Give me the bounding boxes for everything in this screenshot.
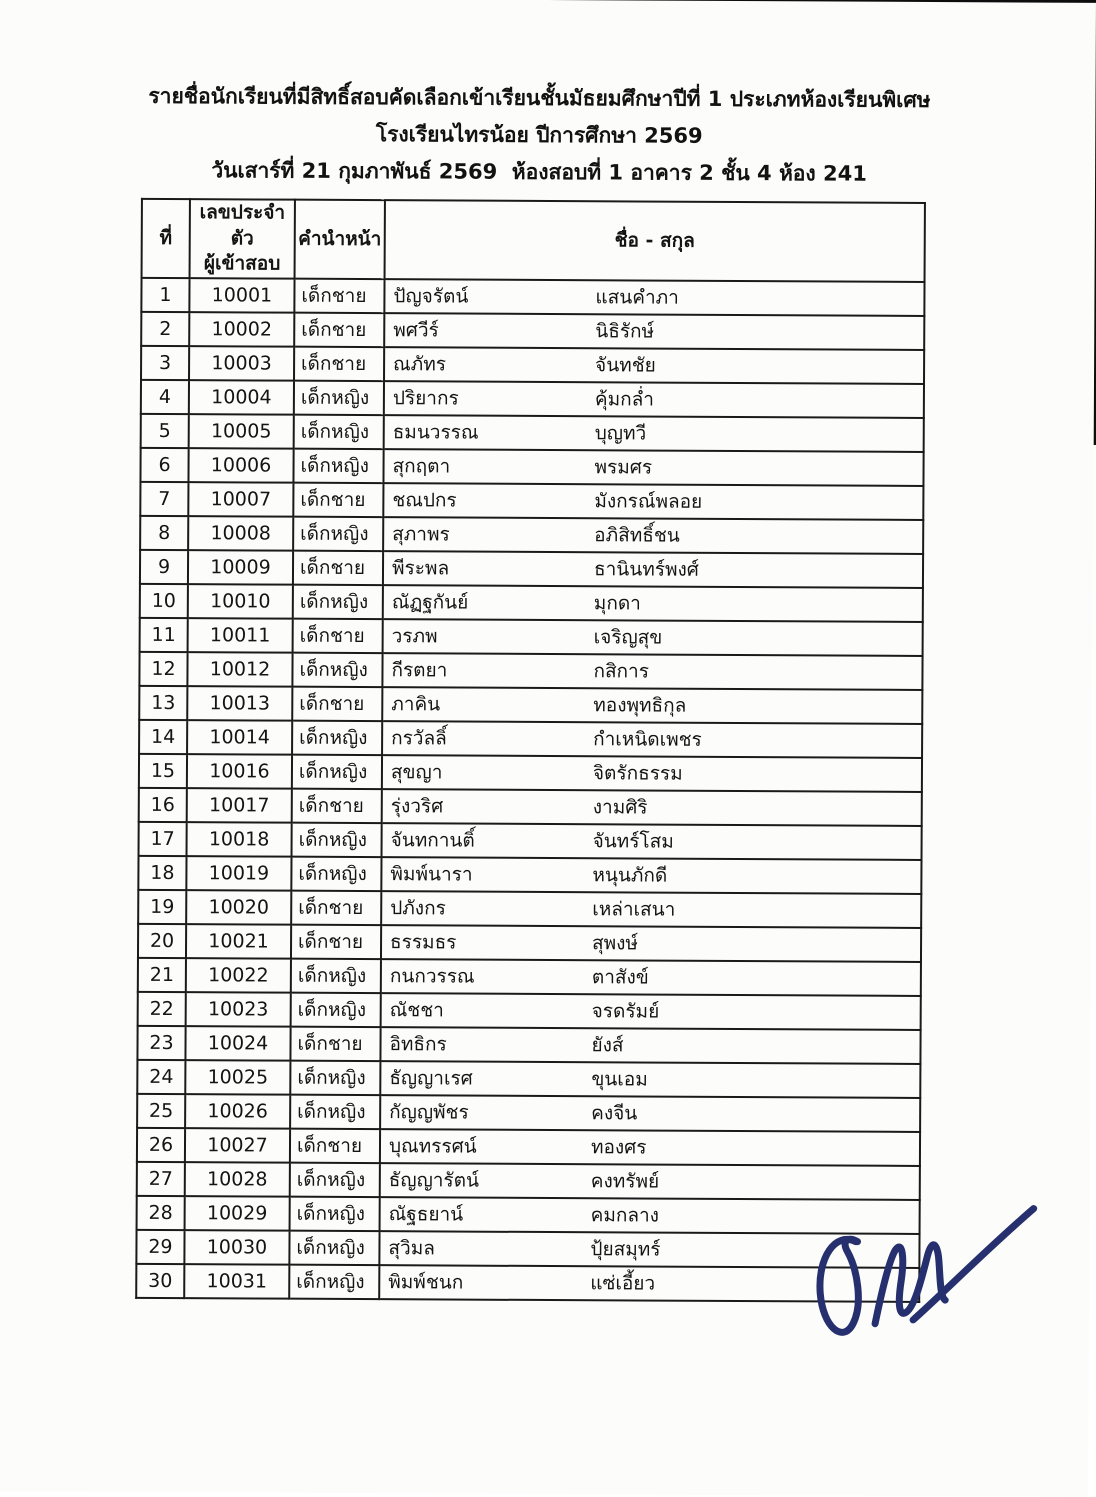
column-header-number: ที่ xyxy=(142,199,190,278)
last-name: มังกรณ์พลอย xyxy=(594,490,703,513)
exam-id: 10017 xyxy=(187,788,292,823)
row-number: 29 xyxy=(136,1230,184,1264)
column-header-name: ชื่อ - สกุล xyxy=(385,200,925,282)
table-row xyxy=(137,1026,920,1064)
full-name xyxy=(380,1095,920,1132)
first-name: อิทธิกร xyxy=(389,1033,447,1056)
table-row xyxy=(136,1264,919,1302)
first-name: ณัฏฐกันย์ xyxy=(391,591,469,614)
last-name: ทองศร xyxy=(590,1136,647,1159)
prefix: เด็กหญิง xyxy=(290,1163,380,1197)
first-name: ชณปกร xyxy=(392,489,457,512)
full-name xyxy=(383,585,923,622)
table-row xyxy=(141,414,924,452)
last-name: คงทรัพย์ xyxy=(590,1170,660,1193)
row-number: 9 xyxy=(140,550,188,584)
table-row xyxy=(139,720,922,758)
document-header xyxy=(119,83,959,186)
table-row xyxy=(140,584,923,622)
table-row xyxy=(140,618,923,656)
first-name: สุกฤตา xyxy=(392,455,451,478)
row-number: 10 xyxy=(140,584,188,618)
prefix: เด็กชาย xyxy=(293,483,383,517)
row-number: 21 xyxy=(138,958,186,992)
first-name: พิมพ์นารา xyxy=(390,863,473,886)
first-name: รุ่งวริศ xyxy=(390,795,444,818)
row-number: 2 xyxy=(141,312,189,346)
last-name: สุพงษ์ xyxy=(592,932,639,955)
exam-id: 10010 xyxy=(188,584,293,619)
row-number: 3 xyxy=(141,346,189,380)
row-number: 30 xyxy=(136,1264,184,1298)
last-name: แซ่เอี้ยว xyxy=(590,1272,656,1295)
last-name: ขุนเอม xyxy=(591,1068,648,1091)
last-name: ยังส์ xyxy=(591,1034,624,1057)
table-row xyxy=(141,346,924,384)
prefix: เด็กหญิง xyxy=(292,755,382,789)
last-name: ปุ้ยสมุทร์ xyxy=(590,1238,661,1261)
exam-id: 10022 xyxy=(186,958,291,993)
row-number: 4 xyxy=(141,380,189,414)
last-name: จันทร์โสม xyxy=(592,830,674,853)
exam-id: 10009 xyxy=(188,550,293,585)
last-name: ทองพุทธิกุล xyxy=(593,694,687,717)
last-name: คุ้มกล่ำ xyxy=(594,388,655,411)
column-header-exam-id-line2: ผู้เข้าสอบ xyxy=(203,252,281,275)
full-name xyxy=(383,551,923,588)
full-name xyxy=(380,1163,920,1200)
table-row xyxy=(141,312,924,350)
full-name xyxy=(382,789,922,826)
row-number: 12 xyxy=(139,652,187,686)
first-name: ธัญญารัตน์ xyxy=(388,1169,480,1192)
first-name: สุภาพร xyxy=(392,523,450,546)
column-header-exam-id xyxy=(190,199,295,278)
prefix: เด็กชาย xyxy=(294,279,384,313)
first-name: ณัฐธยาน์ xyxy=(388,1203,464,1226)
exam-id: 10019 xyxy=(186,856,291,891)
last-name: กำเหนิดเพชร xyxy=(593,728,702,751)
full-name xyxy=(384,313,924,350)
last-name: ธานินทร์พงศ์ xyxy=(593,558,699,581)
first-name: สุวิมล xyxy=(388,1237,435,1260)
exam-id: 10012 xyxy=(187,652,292,687)
full-name xyxy=(382,687,922,724)
row-number: 1 xyxy=(141,278,189,312)
prefix: เด็กชาย xyxy=(291,891,381,925)
first-name: ปริยากร xyxy=(392,387,459,410)
full-name xyxy=(379,1265,919,1302)
row-number: 23 xyxy=(137,1026,185,1060)
table-row xyxy=(138,992,921,1030)
school-and-year: โรงเรียนไทรน้อย ปีการศึกษา 2569 xyxy=(375,122,703,148)
prefix: เด็กหญิง xyxy=(291,959,381,993)
prefix: เด็กชาย xyxy=(294,347,384,381)
first-name: ปัญจรัตน์ xyxy=(393,285,469,308)
table-row xyxy=(139,652,922,690)
table-row xyxy=(139,788,922,826)
row-number: 16 xyxy=(139,788,187,822)
prefix: เด็กหญิง xyxy=(293,585,383,619)
table-row xyxy=(138,890,921,928)
full-name xyxy=(382,721,922,758)
exam-id: 10005 xyxy=(189,414,294,449)
full-name xyxy=(383,483,923,520)
row-number: 28 xyxy=(137,1196,185,1230)
last-name: เจริญสุข xyxy=(593,626,663,649)
full-name xyxy=(382,823,922,860)
row-number: 26 xyxy=(137,1128,185,1162)
row-number: 20 xyxy=(138,924,186,958)
full-name xyxy=(384,381,924,418)
first-name: พศวีร์ xyxy=(393,319,439,342)
prefix: เด็กหญิง xyxy=(290,1197,380,1231)
prefix: เด็กชาย xyxy=(293,551,383,585)
prefix: เด็กหญิง xyxy=(290,1095,380,1129)
table-row xyxy=(138,856,921,894)
exam-id: 10011 xyxy=(188,618,293,653)
last-name: มุกดา xyxy=(593,592,641,615)
last-name: นิธิรักษ์ xyxy=(595,320,655,343)
full-name xyxy=(380,1197,920,1234)
exam-id: 10006 xyxy=(188,448,293,483)
student-table-body xyxy=(136,278,924,1302)
last-name: คงจีน xyxy=(591,1102,638,1125)
full-name xyxy=(381,959,921,996)
table-row xyxy=(140,482,923,520)
full-name xyxy=(380,1027,920,1064)
last-name: อภิสิทธิ์ชน xyxy=(594,524,680,547)
exam-id: 10029 xyxy=(185,1196,290,1231)
table-row xyxy=(141,278,924,316)
table-header-row xyxy=(142,199,925,282)
full-name xyxy=(382,653,922,690)
first-name: กัญญพัชร xyxy=(389,1101,469,1124)
full-name xyxy=(381,891,921,928)
first-name: พีระพล xyxy=(391,557,450,580)
last-name: จรดรัมย์ xyxy=(591,1000,660,1023)
row-number: 5 xyxy=(141,414,189,448)
row-number: 17 xyxy=(139,822,187,856)
exam-id: 10002 xyxy=(189,312,294,347)
first-name: ณภัทร xyxy=(393,353,447,376)
first-name: กรวัลลิ์ xyxy=(391,727,447,750)
first-name: บุณทรรศน์ xyxy=(388,1135,477,1158)
exam-date-room-info: วันเสาร์ที่ 21 กุมภาพันธ์ 2569 ห้องสอบที่ 1 อาคาร 2 ชั้น 4 ห้อง 241 xyxy=(211,158,867,186)
first-name: วรภพ xyxy=(391,625,438,648)
table-row xyxy=(139,754,922,792)
prefix: เด็กชาย xyxy=(292,789,382,823)
first-name: ปภังกร xyxy=(390,897,446,920)
first-name: ธรรมธร xyxy=(390,931,457,954)
table-row xyxy=(140,516,923,554)
last-name: ตาสังข์ xyxy=(591,966,649,989)
first-name: กนกวรรณ xyxy=(389,965,475,988)
exam-id: 10001 xyxy=(189,278,294,313)
row-number: 8 xyxy=(140,516,188,550)
table-row xyxy=(137,1128,920,1166)
table-row xyxy=(141,380,924,418)
table-row xyxy=(138,924,921,962)
last-name: บุญทวี xyxy=(594,422,647,445)
first-name: ณัชชา xyxy=(389,999,444,1022)
last-name: จันทชัย xyxy=(595,354,656,377)
full-name xyxy=(380,1061,920,1098)
row-number: 15 xyxy=(139,754,187,788)
row-number: 22 xyxy=(138,992,186,1026)
full-name xyxy=(384,347,924,384)
prefix: เด็กหญิง xyxy=(294,415,384,449)
exam-id: 10021 xyxy=(186,924,291,959)
table-row xyxy=(137,1196,920,1234)
exam-id: 10008 xyxy=(188,516,293,551)
row-number: 27 xyxy=(137,1162,185,1196)
full-name xyxy=(384,415,924,452)
prefix: เด็กชาย xyxy=(292,687,382,721)
row-number: 24 xyxy=(137,1060,185,1094)
full-name xyxy=(381,857,921,894)
exam-id: 10003 xyxy=(189,346,294,381)
full-name xyxy=(381,925,921,962)
prefix: เด็กชาย xyxy=(291,925,381,959)
prefix: เด็กหญิง xyxy=(292,721,382,755)
full-name xyxy=(383,619,923,656)
prefix: เด็กหญิง xyxy=(292,653,382,687)
first-name: สุขญา xyxy=(390,761,443,784)
last-name: หนุนภักดี xyxy=(592,864,668,887)
exam-id: 10023 xyxy=(186,992,291,1027)
exam-id: 10014 xyxy=(187,720,292,755)
column-header-exam-id-line1: เลขประจำตัว xyxy=(199,201,286,250)
exam-id: 10030 xyxy=(184,1230,289,1265)
prefix: เด็กหญิง xyxy=(289,1231,379,1265)
last-name: กสิการ xyxy=(593,660,650,683)
full-name xyxy=(381,993,921,1030)
first-name: ภาคิน xyxy=(391,693,441,716)
prefix: เด็กหญิง xyxy=(293,449,383,483)
row-number: 13 xyxy=(139,686,187,720)
table-row xyxy=(139,686,922,724)
full-name xyxy=(384,279,924,316)
row-number: 7 xyxy=(140,482,188,516)
full-name xyxy=(382,755,922,792)
prefix: เด็กหญิง xyxy=(289,1265,379,1299)
table-row xyxy=(140,550,923,588)
prefix: เด็กหญิง xyxy=(291,993,381,1027)
exam-id: 10013 xyxy=(187,686,292,721)
first-name: พิมพ์ชนก xyxy=(388,1271,464,1294)
prefix: เด็กชาย xyxy=(293,619,383,653)
row-number: 25 xyxy=(137,1094,185,1128)
exam-id: 10028 xyxy=(185,1162,290,1197)
row-number: 6 xyxy=(140,448,188,482)
last-name: พรมศร xyxy=(594,456,653,479)
row-number: 19 xyxy=(138,890,186,924)
exam-id: 10027 xyxy=(185,1128,290,1163)
prefix: เด็กหญิง xyxy=(292,823,382,857)
first-name: ธัญญาเรศ xyxy=(389,1067,473,1090)
exam-id: 10031 xyxy=(184,1264,289,1299)
prefix: เด็กหญิง xyxy=(290,1061,380,1095)
table-row xyxy=(139,822,922,860)
table-row xyxy=(137,1094,920,1132)
row-number: 14 xyxy=(139,720,187,754)
exam-id: 10020 xyxy=(186,890,291,925)
exam-id: 10024 xyxy=(185,1026,290,1061)
last-name: เหล่าเสนา xyxy=(592,898,676,921)
first-name: จันทกานติ์ xyxy=(390,829,475,852)
prefix: เด็กหญิง xyxy=(293,517,383,551)
table-row xyxy=(136,1230,919,1268)
document-title: รายชื่อนักเรียนที่มีสิทธิ์สอบคัดเลือกเข้าเรียนชั้นมัธยมศึกษาปีที่ 1 ประเภทห้องเรียนพิเศษ xyxy=(148,83,931,113)
full-name xyxy=(383,449,923,486)
student-list-table xyxy=(135,198,926,1303)
last-name: คมกลาง xyxy=(590,1204,660,1227)
last-name: จิตรักธรรม xyxy=(592,762,683,785)
first-name: ธมนวรรณ xyxy=(392,421,479,444)
prefix: เด็กชาย xyxy=(294,313,384,347)
last-name: งามศิริ xyxy=(592,796,648,819)
exam-id: 10007 xyxy=(188,482,293,517)
exam-id: 10004 xyxy=(189,380,294,415)
last-name: แสนคำภา xyxy=(595,286,679,309)
exam-id: 10018 xyxy=(187,822,292,857)
prefix: เด็กหญิง xyxy=(291,857,381,891)
row-number: 18 xyxy=(138,856,186,890)
table-row xyxy=(137,1060,920,1098)
prefix: เด็กชาย xyxy=(290,1129,380,1163)
row-number: 11 xyxy=(140,618,188,652)
exam-id: 10025 xyxy=(185,1060,290,1095)
prefix: เด็กหญิง xyxy=(294,381,384,415)
table-row xyxy=(140,448,923,486)
full-name xyxy=(380,1129,920,1166)
full-name xyxy=(383,517,923,554)
exam-id: 10016 xyxy=(187,754,292,789)
full-name xyxy=(379,1231,919,1268)
table-row xyxy=(138,958,921,996)
prefix: เด็กชาย xyxy=(290,1027,380,1061)
first-name: กีรตยา xyxy=(391,659,448,682)
column-header-prefix: คำนำหน้า xyxy=(295,200,385,279)
exam-id: 10026 xyxy=(185,1094,290,1129)
table-row xyxy=(137,1162,920,1200)
